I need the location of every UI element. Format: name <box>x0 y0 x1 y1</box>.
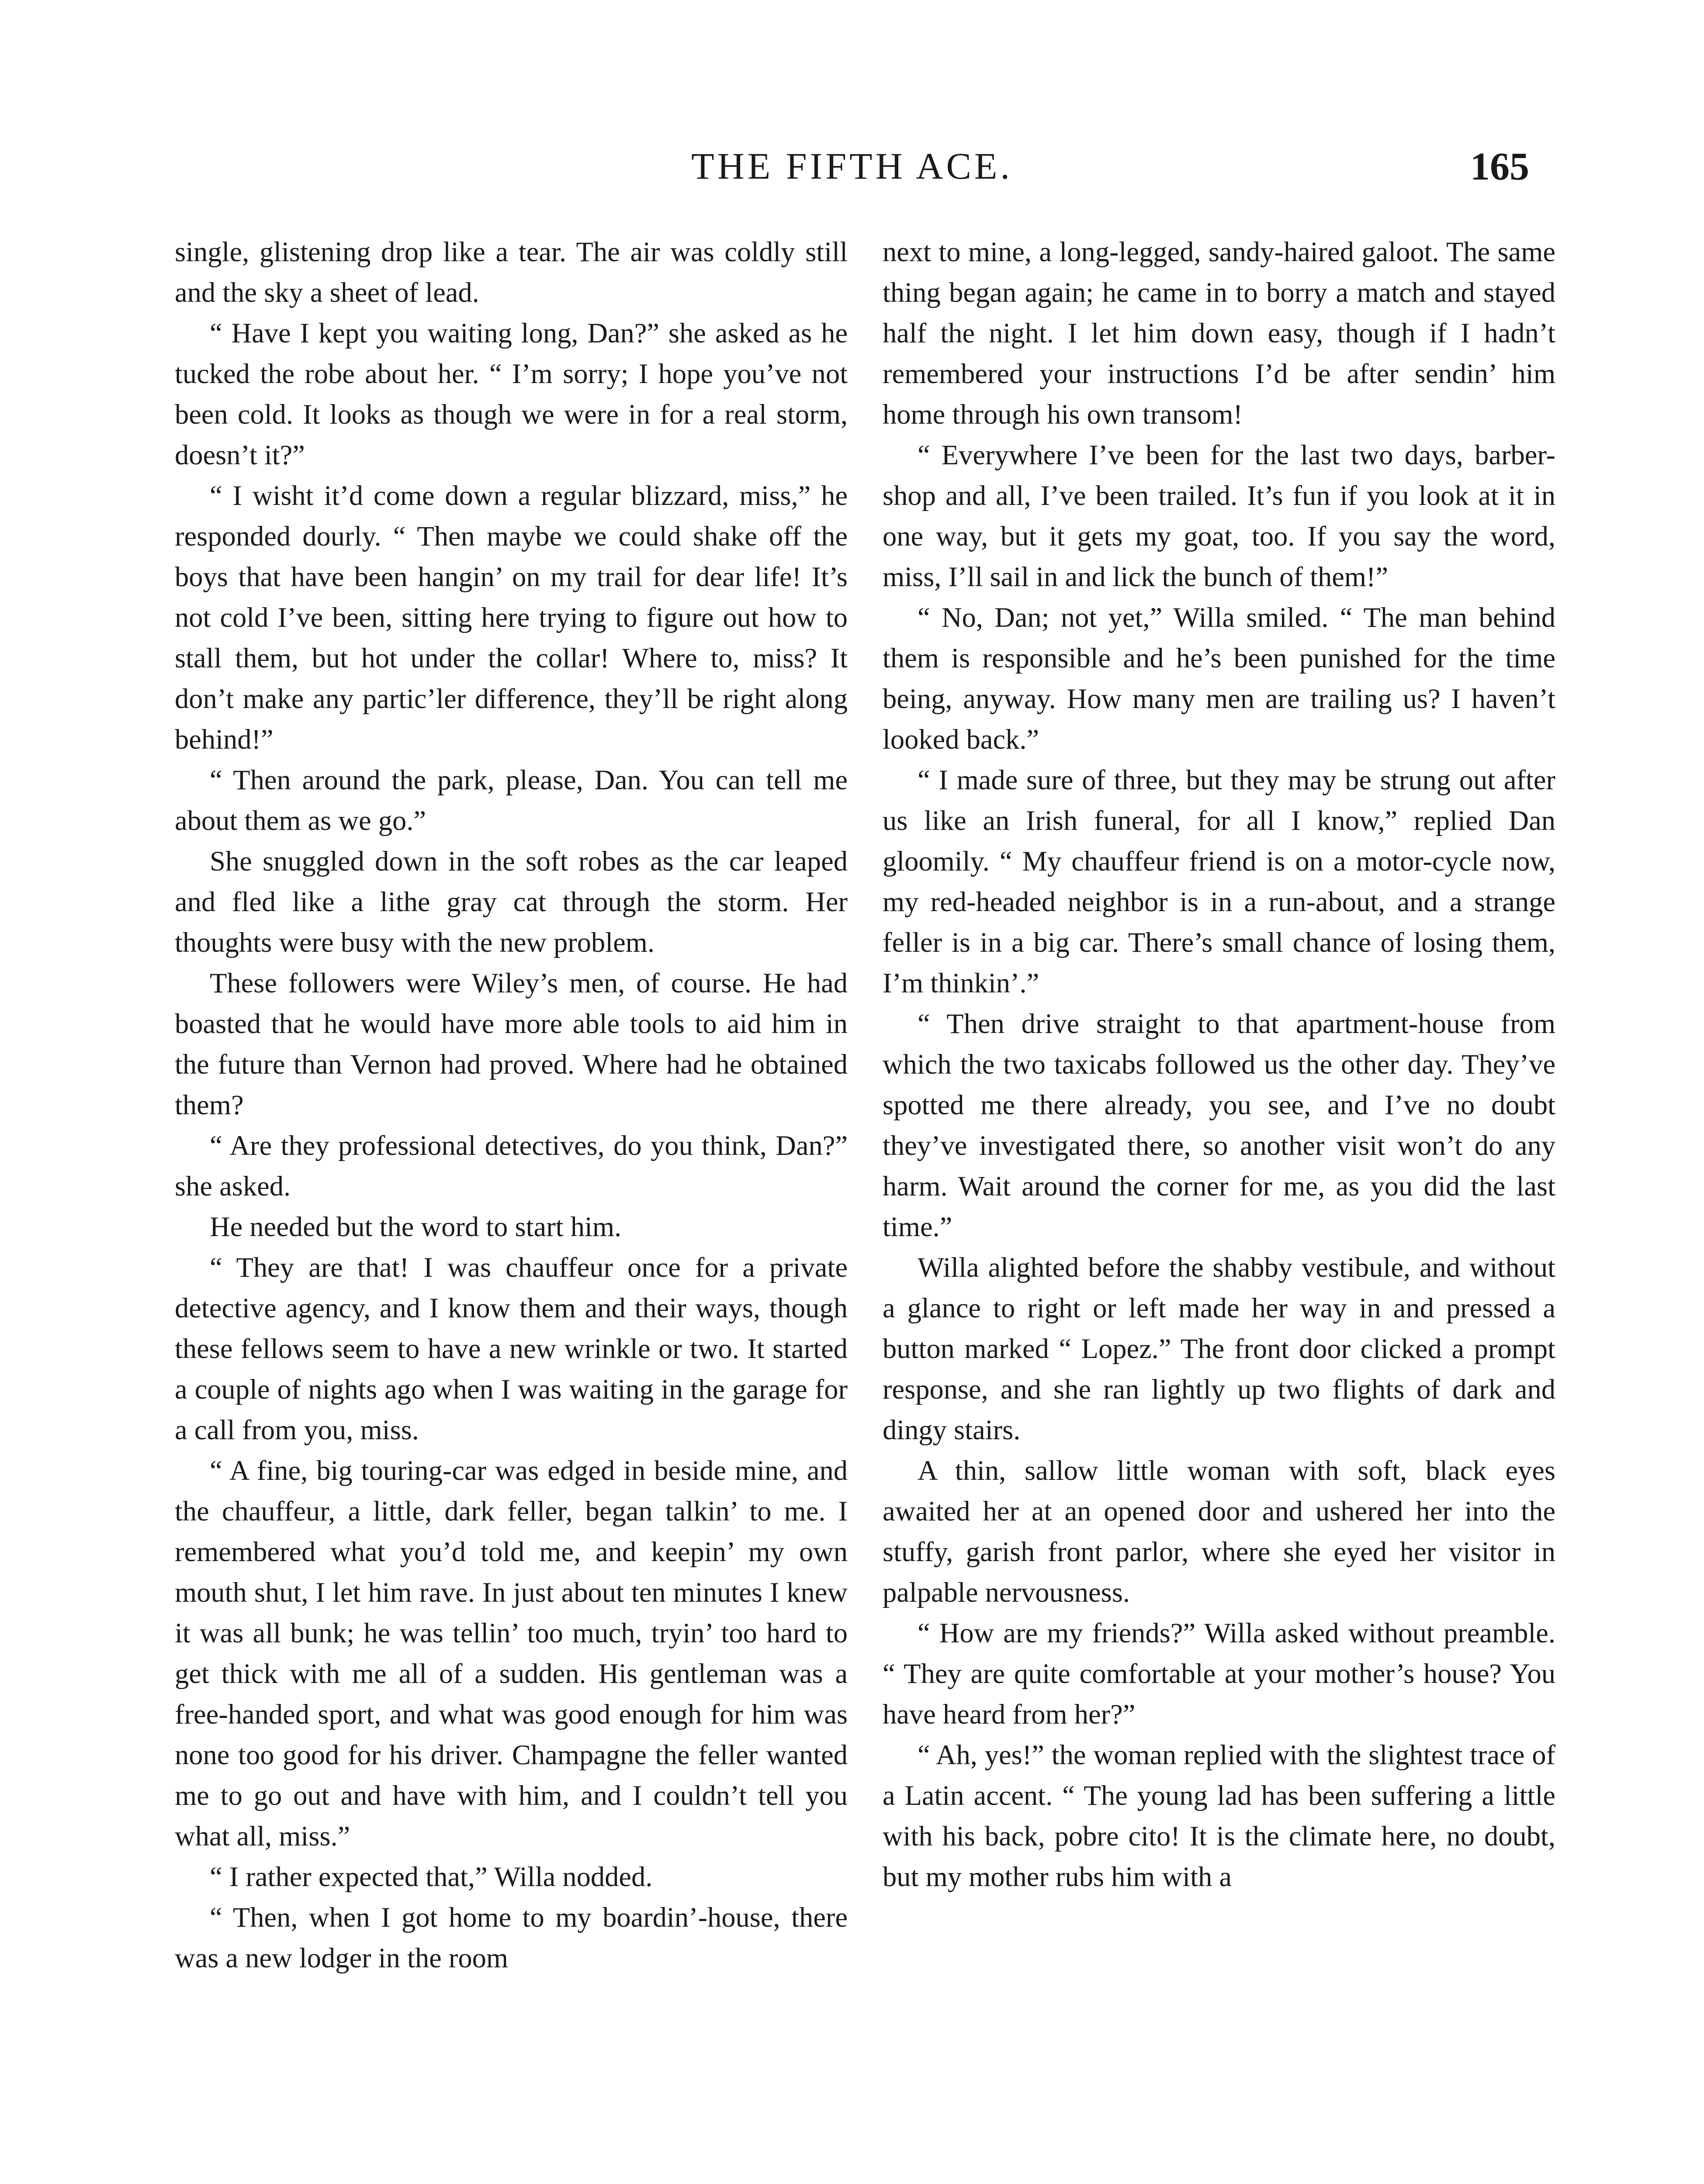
paragraph: “ Ah, yes!” the woman replied with the slightest trace of a Latin accent. “ The young lad has been suffering a little with his back, pobre cito! It is the climate here, no doubt, but my mother rubs him with a <box>883 1739 1555 1892</box>
paragraph: These followers were Wiley’s men, of course. He had boasted that he would have more able tools to aid him in the future than Vernon had proved. Where had he obtained them? <box>175 968 848 1120</box>
paragraph: “ Everywhere I’ve been for the last two days, barber-shop and all, I’ve been trailed. It’s fun if you look at it in one way, but it gets my goat, too. If you say the word, miss, I’ll sail in and lick the bunch of them!” <box>883 439 1555 592</box>
paragraph: She snuggled down in the soft robes as the car leaped and fled like a lithe gray cat through the storm. Her thoughts were busy with the new problem. <box>175 846 848 958</box>
right-column <box>883 232 1555 2184</box>
paragraph: “ No, Dan; not yet,” Willa smiled. “ The man behind them is responsible and he’s been punished for the time being, anyway. How many men are trailing us? I haven’t looked back.” <box>883 602 1555 755</box>
page-header <box>175 144 1529 201</box>
running-title: THE FIFTH ACE. <box>691 145 1013 187</box>
paragraph: single, glistening drop like a tear. The air was coldly still and the sky a sheet of lead. <box>175 236 848 308</box>
paragraph: “ A fine, big touring-car was edged in beside mine, and the chauffeur, a little, dark feller, began talkin’ to me. I remembered what you’d told me, and keepin’ my own mouth shut, I let him rave. In just about ten minutes I knew it was all bunk; he was tellin’ too much, tryin’ too hard to get thick with me all of a sudden. His gentleman was a free-handed sport, and what was good enough for him was none too good for his driver. Champagne the feller wanted me to go out and have with him, and I couldn’t tell you what all, miss.” <box>175 1455 848 1852</box>
paragraph: “ They are that! I was chauffeur once for a private detective agency, and I know them and their ways, though these fellows seem to have a new wrinkle or two. It started a couple of nights ago when I was waiting in the garage for a call from you, miss. <box>175 1252 848 1445</box>
paragraph: “ Then around the park, please, Dan. You can tell me about them as we go.” <box>175 764 848 836</box>
paragraph: “ How are my friends?” Willa asked without preamble. “ They are quite comfortable at your mother’s house? You have heard from her?” <box>883 1617 1555 1730</box>
paragraph: Willa alighted before the shabby vestibule, and without a glance to right or left made her way in and pressed a button marked “ Lopez.” The front door clicked a prompt response, and she ran lightly up two flights of dark and dingy stairs. <box>883 1252 1555 1445</box>
paragraph: “ Are they professional detectives, do you think, Dan?” she asked. <box>175 1130 848 1202</box>
paragraph: A thin, sallow little woman with soft, black eyes awaited her at an opened door and ushered her into the stuffy, garish front parlor, where she eyed her visitor in palpable nervousness. <box>883 1455 1555 1608</box>
paragraph: He needed but the word to start him. <box>210 1211 622 1242</box>
page-number: 165 <box>1470 145 1529 188</box>
paragraph: “ Then, when I got home to my boardin’-house, there was a new lodger in the room <box>175 1902 848 1973</box>
paragraph: “ Have I kept you waiting long, Dan?” she asked as he tucked the robe about her. “ I’m sorry; I hope you’ve not been cold. It looks as though we were in for a real storm, doesn’t it?” <box>175 318 848 470</box>
paragraph: “ I made sure of three, but they may be strung out after us like an Irish funeral, for all I know,” replied Dan gloomily. “ My chauffeur friend is on a motor-cycle now, my red-headed neighbor is in a run-about, and a strange feller is in a big car. There’s small chance of losing them, I’m thinkin’.” <box>883 764 1555 999</box>
paragraph: next to mine, a long-legged, sandy-haired galoot. The same thing began again; he came in to borry a match and stayed half the night. I let him down easy, though if I hadn’t remembered your instructions I’d be after sendin’ him home through his own transom! <box>883 236 1555 430</box>
paragraph: “ Then drive straight to that apartment-house from which the two taxicabs followed us the other day. They’ve spotted me there already, you see, and I’ve no doubt they’ve investigated there, so another visit won’t do any harm. Wait around the corner for me, as you did the last time.” <box>883 1008 1555 1242</box>
paragraph: “ I rather expected that,” Willa nodded. <box>210 1861 653 1892</box>
paragraph: “ I wisht it’d come down a regular blizzard, miss,” he responded dourly. “ Then maybe we could shake off the boys that have been hangin’ on my trail for dear life! It’s not cold I’ve been, sitting here trying to figure out how to stall them, but hot under the collar! Where to, miss? It don’t make any partic’ler difference, they’ll be right along behind!” <box>175 480 848 755</box>
left-column <box>175 232 848 2184</box>
